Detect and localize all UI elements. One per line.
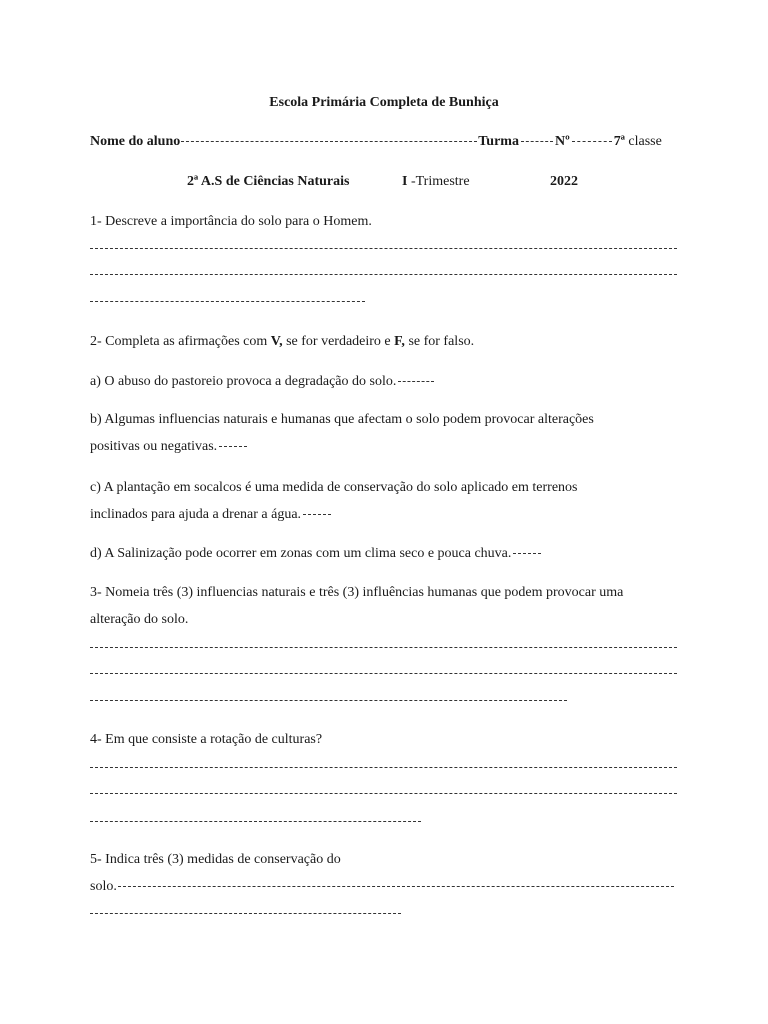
question-3-line-2: alteração do solo.	[90, 612, 189, 627]
statement-c-blank[interactable]	[303, 514, 331, 515]
q2-intro-mid: se for verdadeiro e	[282, 334, 395, 349]
question-4: 4- Em que consiste a rotação de culturas?	[90, 732, 323, 747]
answer-line-q5-1[interactable]	[118, 886, 674, 887]
name-blank[interactable]	[181, 141, 477, 142]
answer-line-q1-2[interactable]	[90, 274, 677, 275]
statement-d	[90, 545, 541, 563]
statement-b-text: positivas ou negativas.	[90, 439, 218, 454]
test-title: 2ª A.S de Ciências Naturais	[187, 174, 350, 189]
answer-line-q1-1[interactable]	[90, 248, 677, 249]
statement-b-line-1: b) Algumas influencias naturais e humanas que afectam o solo podem provocar alterações	[90, 412, 594, 427]
q2-false-marker: F,	[394, 334, 405, 349]
question-5-line-2	[90, 878, 674, 896]
statement-c-text: inclinados para ajuda a drenar a água.	[90, 507, 302, 522]
class-blank[interactable]	[521, 141, 553, 142]
question-5-word: solo.	[90, 879, 117, 894]
statement-b-blank[interactable]	[219, 446, 247, 447]
q2-intro-end: se for falso.	[404, 334, 475, 349]
term-word: -Trimestre	[410, 174, 470, 189]
statement-c-line-1: c) A plantação em socalcos é uma medida de conservação do solo aplicado em terrenos	[90, 480, 578, 495]
statement-d-text: d) A Salinização pode ocorrer em zonas com um clima seco e pouca chuva.	[90, 546, 512, 561]
term	[402, 173, 470, 191]
question-3-line-1: 3- Nomeia três (3) influencias naturais e três (3) influências humanas que podem provocar uma	[90, 585, 624, 600]
statement-c-line-2	[90, 506, 331, 524]
answer-line-q4-1[interactable]	[90, 767, 677, 768]
statement-a-text: a) O abuso do pastoreio provoca a degradação do solo.	[90, 374, 397, 389]
statement-b-line-2	[90, 438, 247, 456]
test-info-row	[0, 173, 768, 191]
grade-number: 7ª	[613, 134, 625, 149]
answer-line-q3-3[interactable]	[90, 700, 567, 701]
term-number: I	[402, 174, 408, 189]
answer-line-q1-3[interactable]	[90, 301, 365, 302]
class-label: Turma	[478, 134, 519, 149]
question-2-intro	[90, 333, 474, 351]
answer-line-q3-2[interactable]	[90, 673, 677, 674]
statement-a-blank[interactable]	[398, 381, 434, 382]
answer-line-q3-1[interactable]	[90, 647, 677, 648]
student-info-row	[90, 133, 680, 151]
school-title: Escola Primária Completa de Bunhiça	[269, 95, 499, 110]
question-5-line-1: 5- Indica três (3) medidas de conservação do	[90, 852, 341, 867]
question-1: 1- Descreve a importância do solo para o Homem.	[90, 214, 372, 229]
statement-d-blank[interactable]	[513, 553, 541, 554]
answer-line-q4-3[interactable]	[90, 821, 421, 822]
statement-a	[90, 373, 434, 391]
answer-line-q5-2[interactable]	[90, 913, 401, 914]
q2-true-marker: V,	[270, 334, 283, 349]
grade-word: classe	[628, 134, 662, 149]
number-blank[interactable]	[572, 141, 612, 142]
name-label: Nome do aluno	[90, 134, 181, 149]
year: 2022	[550, 174, 578, 189]
answer-line-q4-2[interactable]	[90, 793, 677, 794]
number-label: Nº	[554, 134, 570, 149]
q2-intro-start: 2- Completa as afirmações com	[90, 334, 271, 349]
